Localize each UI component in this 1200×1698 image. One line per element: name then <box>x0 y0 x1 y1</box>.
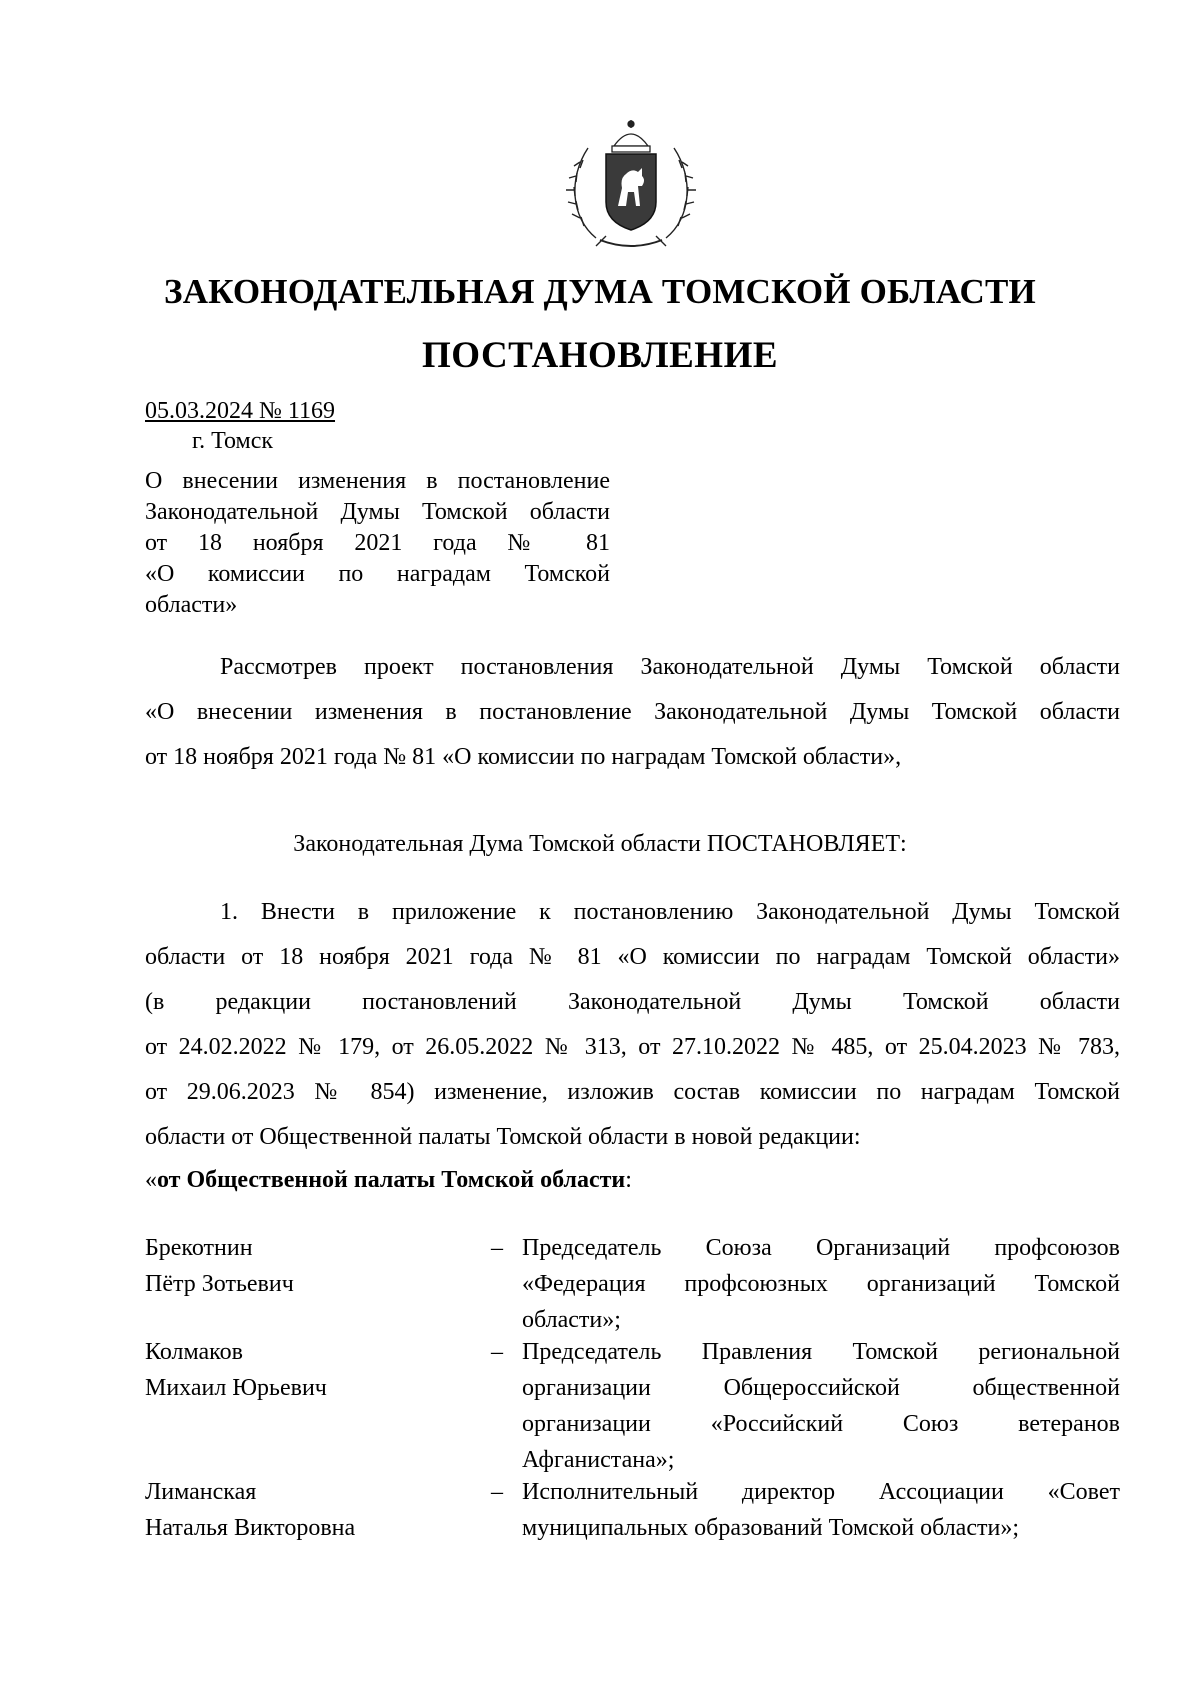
dash-separator: – <box>491 1479 503 1505</box>
item-1-paragraph <box>145 890 1120 1160</box>
subject-line: от 18 ноября 2021 года № 81 <box>145 530 610 556</box>
resolution-statement <box>0 822 1200 867</box>
paragraph-line: Законодательная Дума Томской области ПОСТАНОВЛЯЕТ: <box>293 831 907 857</box>
paragraph-line: от 24.02.2022 № 179, от 26.05.2022 № 313, от 27.10.2022 № 485, от 25.04.2023 № 783, <box>145 1034 1120 1060</box>
member-name <box>145 1334 465 1406</box>
position-line: организации «Российский Союз ветеранов <box>522 1411 1120 1437</box>
open-quote: « <box>145 1167 157 1193</box>
document-city: г. Томск <box>192 428 274 454</box>
paragraph-line: «О внесении изменения в постановление Законодательной Думы Томской области <box>145 699 1120 725</box>
position-line: области»; <box>522 1307 621 1333</box>
member-given-names: Наталья Викторовна <box>145 1515 356 1541</box>
member-name <box>145 1230 465 1302</box>
member-entry <box>145 1474 1120 1546</box>
paragraph-line: Рассмотрев проект постановления Законодательной Думы Томской области <box>220 654 1120 680</box>
position-line: «Федерация профсоюзных организаций Томской <box>522 1271 1120 1297</box>
member-position <box>522 1334 1120 1478</box>
paragraph-line: области от Общественной палаты Томской области в новой редакции: <box>145 1124 861 1150</box>
preamble-paragraph <box>145 645 1120 780</box>
members-list <box>145 1230 1120 1546</box>
member-entry <box>145 1230 1120 1334</box>
subject-line: Законодательной Думы Томской области <box>145 499 610 525</box>
position-line: Председатель Правления Томской региональной <box>522 1339 1120 1365</box>
member-given-names: Пётр Зотьевич <box>145 1271 294 1297</box>
section-heading-text: от Общественной палаты Томской области <box>157 1167 626 1193</box>
paragraph-line: от 18 ноября 2021 года № 81 «О комиссии по наградам Томской области», <box>145 744 902 770</box>
subject-line: О внесении изменения в постановление <box>145 468 610 494</box>
heading-colon: : <box>625 1167 632 1193</box>
member-surname: Брекотнин <box>145 1235 253 1261</box>
member-name <box>145 1474 465 1546</box>
paragraph-line: области от 18 ноября 2021 года № 81 «О комиссии по наградам Томской области» <box>145 944 1120 970</box>
position-line: Председатель Союза Организаций профсоюзов <box>522 1235 1120 1261</box>
position-line: Исполнительный директор Ассоциации «Совет <box>522 1479 1120 1505</box>
paragraph-line: 1. Внести в приложение к постановлению Законодательной Думы Томской <box>220 899 1120 925</box>
member-entry <box>145 1334 1120 1474</box>
paragraph-line: от 29.06.2023 № 854) изменение, изложив состав комиссии по наградам Томской <box>145 1079 1120 1105</box>
organization-title: ЗАКОНОДАТЕЛЬНАЯ ДУМА ТОМСКОЙ ОБЛАСТИ <box>164 272 1036 311</box>
section-heading <box>145 1167 632 1194</box>
member-position <box>522 1230 1120 1338</box>
dash-separator: – <box>491 1235 503 1261</box>
member-surname: Колмаков <box>145 1339 243 1365</box>
paragraph-line: (в редакции постановлений Законодательной Думы Томской области <box>145 989 1120 1015</box>
position-line: Афганистана»; <box>522 1447 675 1473</box>
dash-separator: – <box>491 1339 503 1365</box>
subject-line: «О комиссии по наградам Томской <box>145 561 610 587</box>
position-line: муниципальных образований Томской области»; <box>522 1515 1019 1541</box>
member-position <box>522 1474 1120 1546</box>
document-date-number: 05.03.2024 № 1169 <box>145 398 336 424</box>
member-surname: Лиманская <box>145 1479 257 1505</box>
coat-of-arms-icon <box>566 118 696 252</box>
document-type-title: ПОСТАНОВЛЕНИЕ <box>421 335 779 376</box>
document-subject <box>145 466 610 621</box>
position-line: организации Общероссийской общественной <box>522 1375 1120 1401</box>
member-given-names: Михаил Юрьевич <box>145 1375 327 1401</box>
subject-line: области» <box>145 592 238 618</box>
